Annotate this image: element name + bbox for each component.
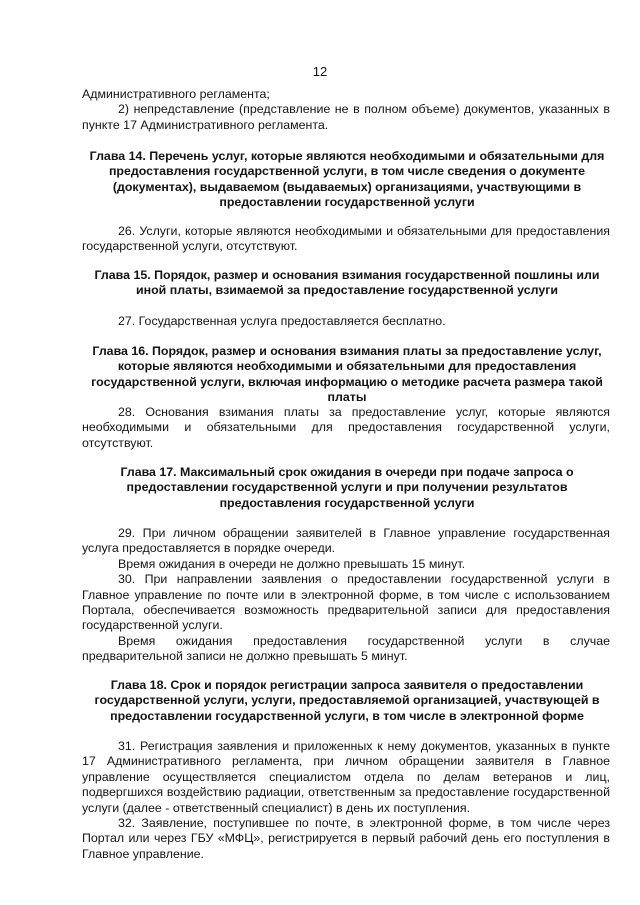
- page-number: 12: [312, 64, 328, 79]
- chapter-heading: Глава 17. Максимальный срок ожидания в очереди при подаче запроса о предоставлении государственной услуги и при получении результатов предоставления государственной услуги: [120, 465, 574, 510]
- paragraph: 27. Государственная услуга предоставляется бесплатно.: [118, 314, 446, 328]
- chapter-heading: Глава 14. Перечень услуг, которые являются необходимыми и обязательными для предоставления государственной услуги, в том числе сведения о документе (документах), выдаваемом (выдаваемых) организациями, участвующими в предоставлении государственной услуги: [89, 149, 605, 210]
- chapter-17-heading-block: [104, 465, 590, 511]
- paragraph-continuation: [82, 87, 610, 133]
- chapter-heading: Глава 15. Порядок, размер и основания взимания государственной пошлины или иной платы, взимаемой за предоставление государственной услуги: [94, 268, 600, 298]
- paragraph: Административного регламента;: [82, 87, 270, 101]
- chapter-16-heading-block: [84, 344, 610, 406]
- paragraph: Время ожидания в очереди не должно превышать 15 минут.: [118, 556, 466, 571]
- chapter-14-heading-block: [86, 149, 608, 211]
- paragraph: Время ожидания предоставления государственной услуги в случае предварительной записи не должно превышать 5 минут.: [82, 633, 610, 664]
- paragraph: 26. Услуги, которые являются необходимыми и обязательными для предоставления государственной услуги, отсутствуют.: [82, 224, 610, 254]
- paragraph: 32. Заявление, поступившее по почте, в электронной форме, в том числе через Портал или через ГБУ «МФЦ», регистрируется в первый рабочий день его поступления в Главное управление.: [82, 816, 610, 861]
- paragraph: 2) непредставление (представление не в полном объеме) документов, указанных в пункте 17 Административного регламента.: [82, 102, 610, 132]
- paragraph-block: [82, 224, 610, 255]
- paragraph-block: [82, 314, 610, 329]
- paragraph: 30. При направлении заявления о предоставлении государственной услуги в Главное управление по почте или в электронной форме, в том числе с использованием Портала, обеспечивается возможность предварительной записи для предоставления государственной услуги.: [82, 572, 610, 633]
- chapter-heading: Глава 16. Порядок, размер и основания взимания платы за предоставление услуг, которые являются необходимыми и обязательными для предоставления государственной услуги, включая информацию о методике расчета размера такой платы: [91, 344, 603, 405]
- paragraph: 31. Регистрация заявления и приложенных к нему документов, указанных в пункте 17 Административного регламента, при личном обращении заявителя в Главное управление осуществляется специалистом отдела по делам ветеранов и лиц, подвергшихся воздействию радиации, ответственным за предоставление государственной услуги (далее - ответственный специалист) в день их поступления.: [82, 739, 610, 815]
- paragraph: 29. При личном обращении заявителей в Главное управление государственная услуга предоставляется в порядке очереди.: [82, 526, 610, 556]
- chapter-18-heading-block: [84, 678, 610, 724]
- paragraph-block: [82, 526, 610, 665]
- paragraph-block: [82, 739, 610, 862]
- paragraph: 28. Основания взимания платы за предоставление услуг, которые являются необходимыми и обязательными для предоставления государственной услуги, отсутствуют.: [82, 405, 610, 450]
- chapter-heading: Глава 18. Срок и порядок регистрации запроса заявителя о предоставлении государственной услуги, услуги, предоставляемой организацией, участвующей в предоставлении государственной услуги, в том числе в электронной форме: [94, 678, 600, 723]
- chapter-15-heading-block: [84, 268, 610, 299]
- paragraph-block: [82, 405, 610, 451]
